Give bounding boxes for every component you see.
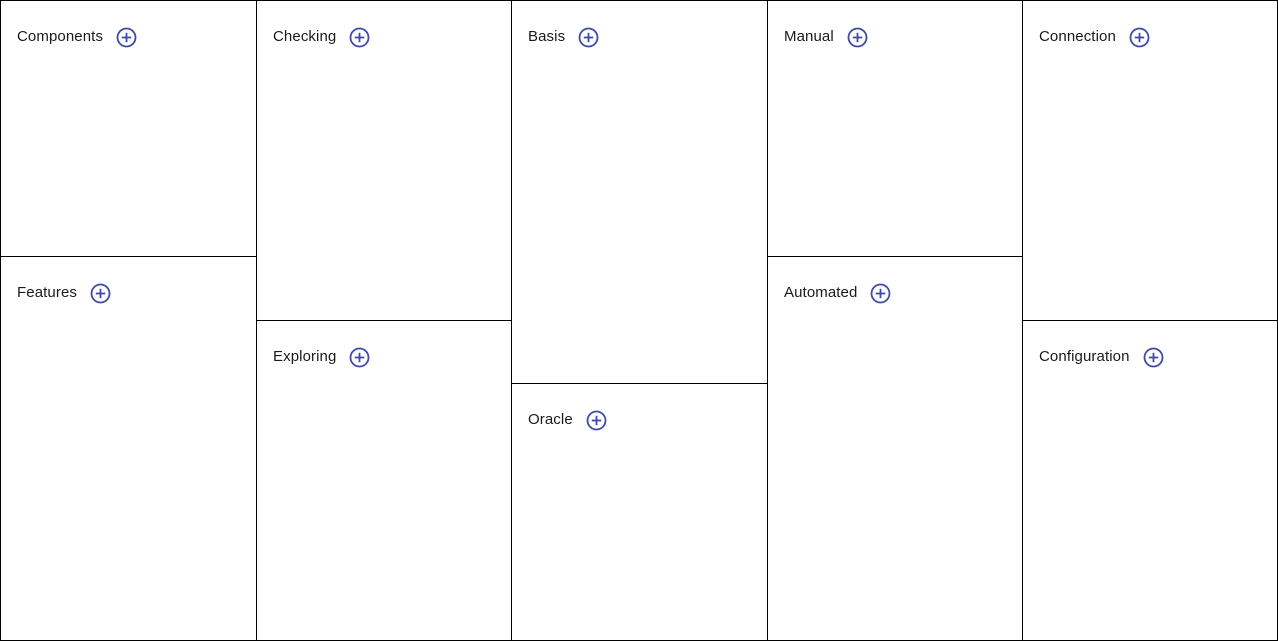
add-connection-button[interactable] bbox=[1129, 27, 1150, 48]
add-basis-button[interactable] bbox=[578, 27, 599, 48]
plus-circle-icon bbox=[90, 283, 111, 304]
plus-circle-icon bbox=[1143, 347, 1164, 368]
panel-title: Exploring bbox=[273, 348, 337, 365]
panel-components[interactable] bbox=[1, 1, 256, 256]
board-column bbox=[256, 1, 511, 640]
panel-exploring[interactable] bbox=[257, 320, 511, 640]
panel-title: Automated bbox=[784, 284, 858, 301]
panel-header bbox=[784, 26, 868, 48]
plus-circle-icon bbox=[1129, 27, 1150, 48]
plus-circle-icon bbox=[847, 27, 868, 48]
panel-checking[interactable] bbox=[257, 1, 511, 320]
panel-title: Checking bbox=[273, 28, 337, 45]
board-column bbox=[1, 1, 256, 640]
panel-header bbox=[17, 26, 137, 48]
panel-oracle[interactable] bbox=[512, 383, 767, 640]
panel-header bbox=[1039, 346, 1164, 368]
panel-header bbox=[528, 409, 607, 431]
panel-automated[interactable] bbox=[768, 256, 1022, 640]
add-manual-button[interactable] bbox=[847, 27, 868, 48]
panel-header bbox=[528, 26, 599, 48]
panel-header bbox=[17, 282, 111, 304]
panel-header bbox=[273, 26, 370, 48]
board-column bbox=[511, 1, 767, 640]
panel-configuration[interactable] bbox=[1023, 320, 1277, 640]
plus-circle-icon bbox=[349, 347, 370, 368]
panel-title: Components bbox=[17, 28, 104, 45]
add-automated-button[interactable] bbox=[870, 283, 891, 304]
panel-title: Oracle bbox=[528, 411, 573, 428]
add-configuration-button[interactable] bbox=[1143, 347, 1164, 368]
panel-connection[interactable] bbox=[1023, 1, 1277, 320]
panel-header bbox=[1039, 26, 1150, 48]
board-column bbox=[1022, 1, 1277, 640]
panel-title: Connection bbox=[1039, 28, 1116, 45]
panel-basis[interactable] bbox=[512, 1, 767, 383]
plus-circle-icon bbox=[870, 283, 891, 304]
panel-title: Manual bbox=[784, 28, 834, 45]
plus-circle-icon bbox=[578, 27, 599, 48]
panel-header bbox=[273, 346, 370, 368]
panel-features[interactable] bbox=[1, 256, 256, 640]
plus-circle-icon bbox=[349, 27, 370, 48]
panel-title: Features bbox=[17, 284, 77, 301]
panel-title: Configuration bbox=[1039, 348, 1130, 365]
add-exploring-button[interactable] bbox=[349, 347, 370, 368]
add-checking-button[interactable] bbox=[349, 27, 370, 48]
panel-title: Basis bbox=[528, 28, 566, 45]
plus-circle-icon bbox=[116, 27, 137, 48]
panel-header bbox=[784, 282, 891, 304]
add-components-button[interactable] bbox=[116, 27, 137, 48]
add-features-button[interactable] bbox=[90, 283, 111, 304]
add-oracle-button[interactable] bbox=[586, 410, 607, 431]
plus-circle-icon bbox=[586, 410, 607, 431]
board-column bbox=[767, 1, 1022, 640]
panel-manual[interactable] bbox=[768, 1, 1022, 256]
